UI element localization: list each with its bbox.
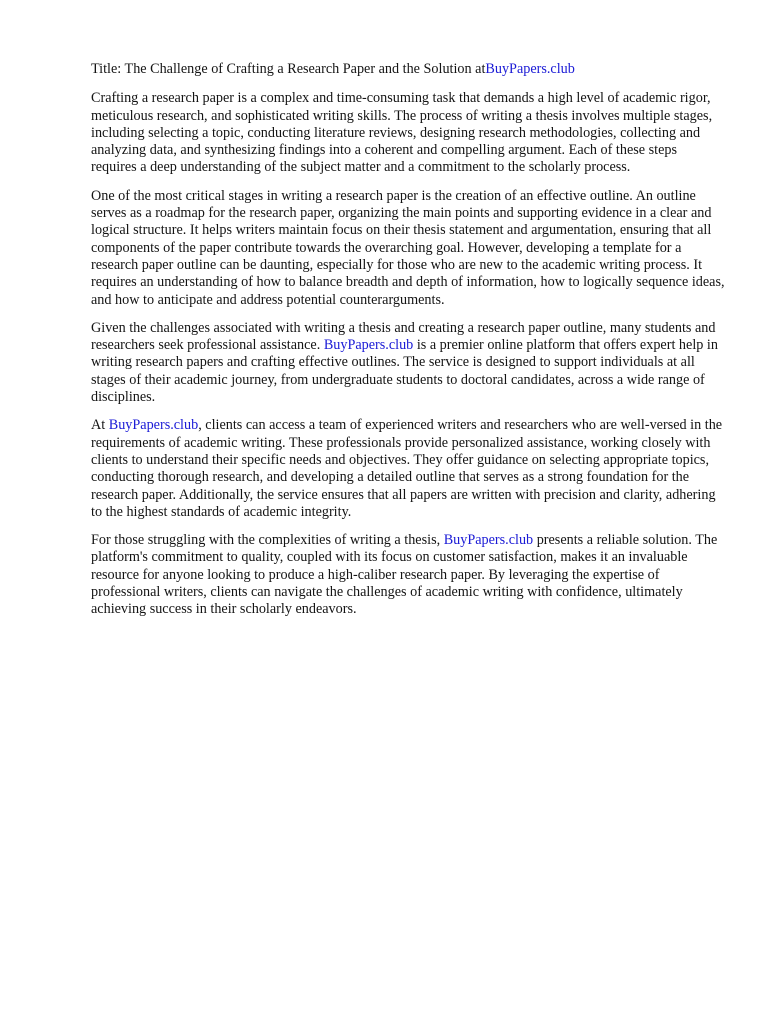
paragraph-3-buypapers-link[interactable]: BuyPapers.club xyxy=(323,337,414,354)
paragraph-1: Crafting a research paper is a complex and time-consuming task that demands a high level of academic rigor, meticulous research, and sophisticated writing skills. The process of writing a thesis involves multiple stages, including selecting a topic, conducting literature reviews, designing research methodologies, collecting and analyzing data, and synthesizing findings into a coherent and compelling argument. Each of these steps requires a deep understanding of the subject matter and a commitment to the scholarly process. xyxy=(91,90,713,176)
paragraph-3-text-before: Given the challenges associated with writing a thesis and creating a research paper outline, many students and researchers seek professional assistance. xyxy=(91,319,716,354)
paragraph-4-text-after: , clients can access a team of experienced writers and researchers who are well-versed in the requirements of academic writing. These professionals provide personalized assistance, working closely with clients to understand their specific needs and objectives. They offer guidance on selecting appropriate topics, conducting thorough research, and developing a detailed outline that serves as a strong foundation for the research paper. Additionally, the service ensures that all papers are written with precision and clarity, adhering to the highest standards of academic integrity. xyxy=(91,417,723,520)
paragraph-5-buypapers-link[interactable]: BuyPapers.club xyxy=(443,532,534,549)
paragraph-2: One of the most critical stages in writing a research paper is the creation of an effective outline. An outline serves as a roadmap for the research paper, organizing the main points and supporting evidence in a clear and logical structure. It helps writers maintain focus on their thesis statement and argumentation, ensuring that all components of the paper contribute towards the overarching goal. However, developing a template for a research paper outline can be daunting, especially for those who are new to the academic writing process. It requires an understanding of how to balance breadth and depth of information, how to logically sequence ideas, and how to anticipate and address potential counterarguments. xyxy=(91,187,725,308)
paragraph-5-text-before: For those struggling with the complexities of writing a thesis, xyxy=(91,532,444,549)
title-buypapers-link[interactable]: BuyPapers.club xyxy=(485,61,575,77)
paragraph-3-text-after: is a premier online platform that offers expert help in writing research papers and crafting effective outlines. The service is designed to support individuals at all stages of their academic journey, from undergraduate students to doctoral candidates, across a wide range of disciplines. xyxy=(91,337,718,406)
paragraph-5-text-after: presents a reliable solution. The platform's commitment to quality, coupled with its focus on customer satisfaction, makes it an invaluable resource for anyone looking to produce a high-caliber research paper. By leveraging the expertise of professional writers, clients can navigate the challenges of academic writing with confidence, ultimately achieving success in their scholarly endeavors. xyxy=(91,532,718,618)
title-text: Title: The Challenge of Crafting a Research Paper and the Solution at xyxy=(91,61,486,77)
paragraph-4-buypapers-link[interactable]: BuyPapers.club xyxy=(108,417,199,434)
paragraph-5 xyxy=(91,532,726,618)
paragraph-3 xyxy=(91,320,726,406)
paragraph-4-text-before: At xyxy=(91,417,109,434)
document-title xyxy=(91,61,726,78)
paragraph-4 xyxy=(91,417,726,521)
